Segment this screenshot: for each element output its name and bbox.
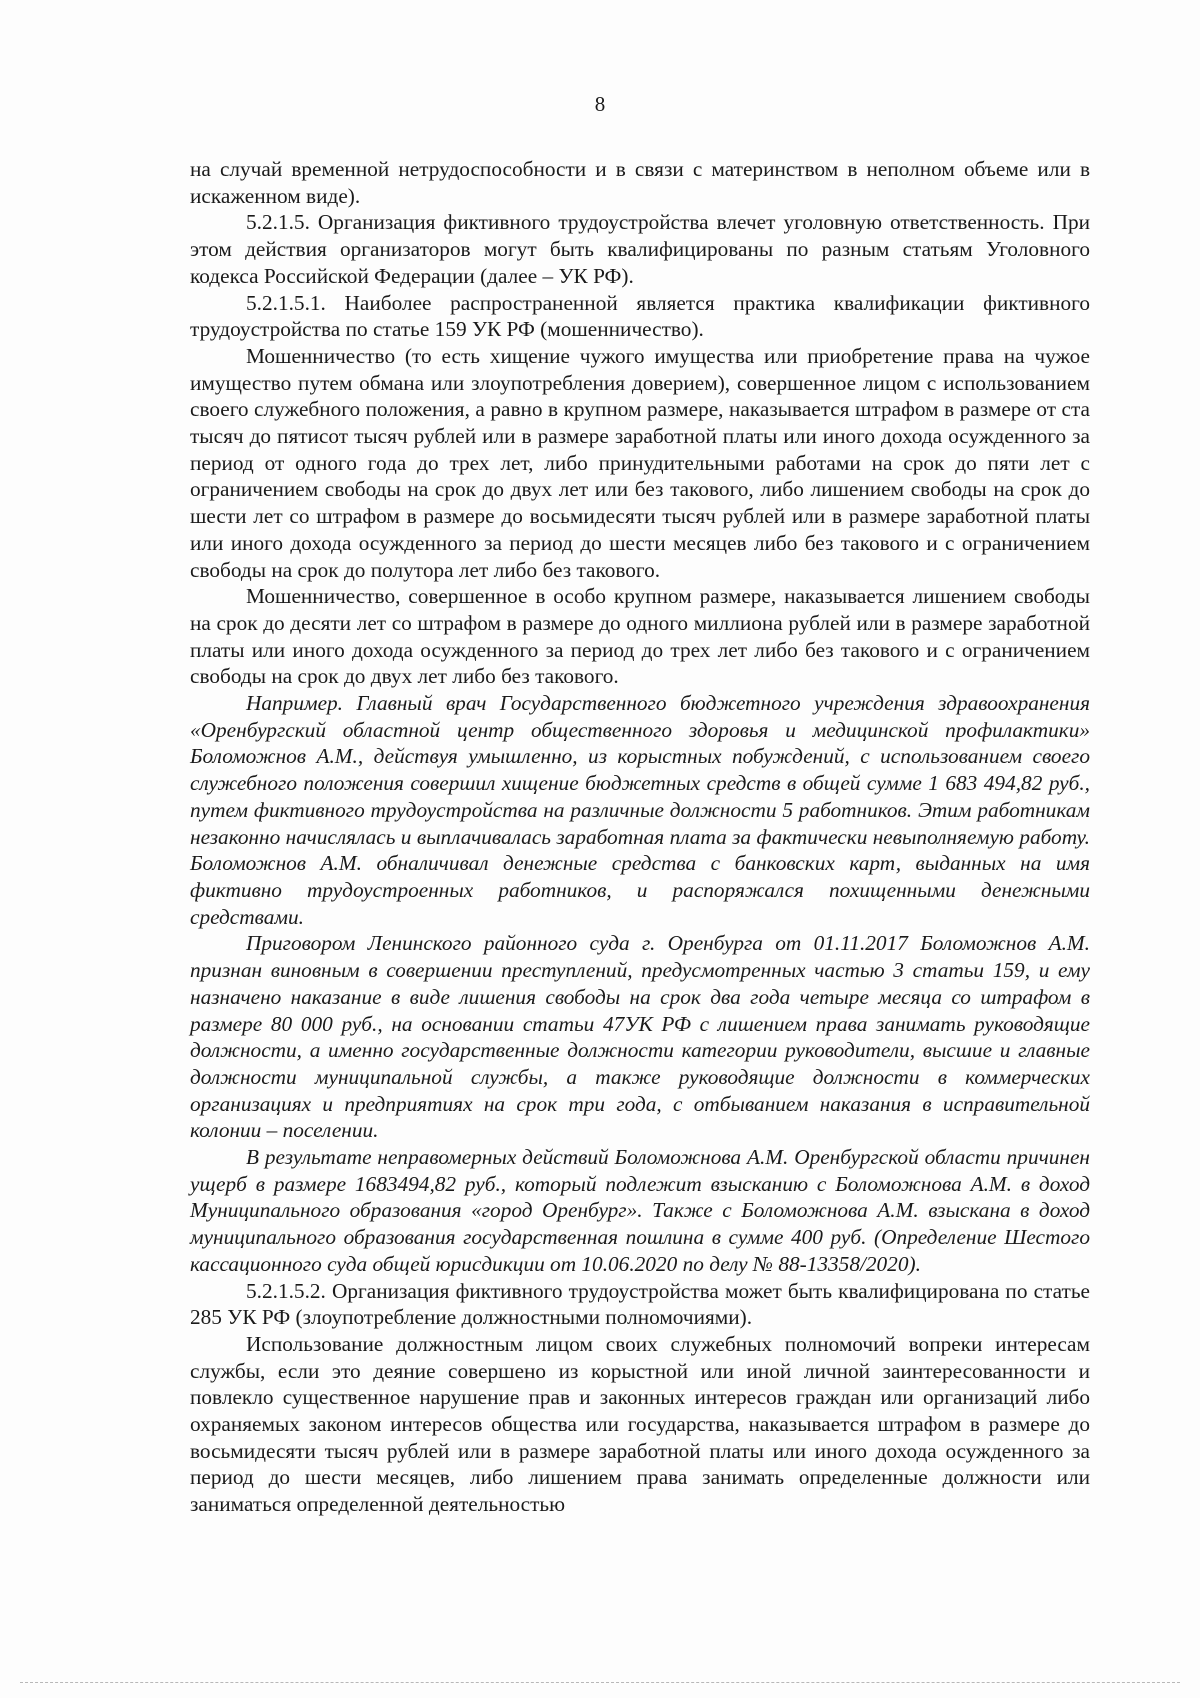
page-number: 8 bbox=[594, 92, 606, 116]
paragraph-5-2-1-5-2: 5.2.1.5.2. Организация фиктивного трудоустройства может быть квалифицирована по статье 285 УК РФ (злоупотребление должностными полномочиями). bbox=[190, 1278, 1090, 1330]
paragraph-fraud-especially-large: Мошенничество, совершенное в особо крупном размере, наказывается лишением свободы на срок до десяти лет со штрафом в размере до одного миллиона рублей или в размере заработной платы или иного дохода осужденного за период до трех лет либо без такового и с ограничением свободы на срок до двух лет либо без такового. bbox=[190, 584, 1090, 689]
document-body bbox=[190, 156, 1090, 1518]
paragraph-damage-result: В результате неправомерных действий Боломожнова А.М. Оренбургской области причинен ущерб в размере 1683494,82 руб., который подлежит взысканию с Боломожнова А.М. в доход Муниципального образования «город Оренбург». Также с Боломожнова А.М. взыскана в доход муниципального образования государственная пошлина в сумме 400 руб. (Определение Шестого кассационного суда общей юрисдикции от 10.06.2020 по делу № 88-13358/2020). bbox=[190, 1145, 1090, 1276]
paragraph-abuse-of-authority: Использование должностным лицом своих служебных полномочий вопреки интересам службы, если это деяние совершено из корыстной или иной личной заинтересованности и повлекло существенное нарушение прав и законных интересов граждан или организаций либо охраняемых законом интересов общества или государства, наказывается штрафом в размере до восьмидесяти тысяч рублей или в размере заработной платы или иного дохода осужденного за период до шести месяцев, либо лишением права занимать определенные должности или заниматься определенной деятельностью bbox=[190, 1331, 1090, 1517]
paragraph-court-verdict: Приговором Ленинского районного суда г. Оренбурга от 01.11.2017 Боломожнов А.М. признан виновным в совершении преступлений, предусмотренных частью 3 статьи 159, и ему назначено наказание в виде лишения свободы на срок два года четыре месяца со штрафом в размере 80 000 руб., на основании статьи 47УК РФ с лишением права занимать руководящие должности, а именно государственные должности категории руководители, высшие и главные должности муниципальной службы, а также руководящие должности в коммерческих организациях и предприятиях на срок три года, с отбыванием наказания в исправительной колонии – поселении. bbox=[190, 931, 1090, 1143]
paragraph-example: Например. Главный врач Государственного бюджетного учреждения здравоохранения «Оренбургский областной центр общественного здоровья и медицинской профилактики» Боломожнов А.М., действуя умышленно, из корыстных побуждений, с использованием своего служебного положения совершил хищение бюджетных средств в общей сумме 1 683 494,82 руб., путем фиктивного трудоустройства на различные должности 5 работников. Этим работникам незаконно начислялась и выплачивалась заработная плата за фактически невыполняемую работу. Боломожнов А.М. обналичивал денежные средства с банковских карт, выданных на имя фиктивно трудоустроенных работников, и распоряжался похищенными денежными средствами. bbox=[190, 691, 1090, 929]
paragraph-fraud-definition: Мошенничество (то есть хищение чужого имущества или приобретение права на чужое имущество путем обмана или злоупотребления доверием), совершенное лицом с использованием своего служебного положения, а равно в крупном размере, наказывается штрафом в размере от ста тысяч до пятисот тысяч рублей или в размере заработной платы или иного дохода осужденного за период от одного года до трех лет, либо принудительными работами на срок до пяти лет с ограничением свободы на срок до двух лет или без такового, либо лишением свободы на срок до шести лет со штрафом в размере до восьмидесяти тысяч рублей или в размере заработной платы или иного дохода осужденного за период до шести месяцев либо без такового и с ограничением свободы на срок до полутора лет либо без такового. bbox=[190, 343, 1090, 582]
paragraph-5-2-1-5-1: 5.2.1.5.1. Наиболее распространенной является практика квалификации фиктивного трудоустройства по статье 159 УК РФ (мошенничество). bbox=[190, 290, 1090, 342]
scan-edge-line bbox=[20, 1682, 1180, 1683]
paragraph-5-2-1-5: 5.2.1.5. Организация фиктивного трудоустройства влечет уголовную ответственность. При этом действия организаторов могут быть квалифицированы по разным статьям Уголовного кодекса Российской Федерации (далее – УК РФ). bbox=[190, 210, 1090, 288]
paragraph-continuation: на случай временной нетрудоспособности и в связи с материнством в неполном объеме или в искаженном виде). bbox=[190, 157, 1090, 208]
